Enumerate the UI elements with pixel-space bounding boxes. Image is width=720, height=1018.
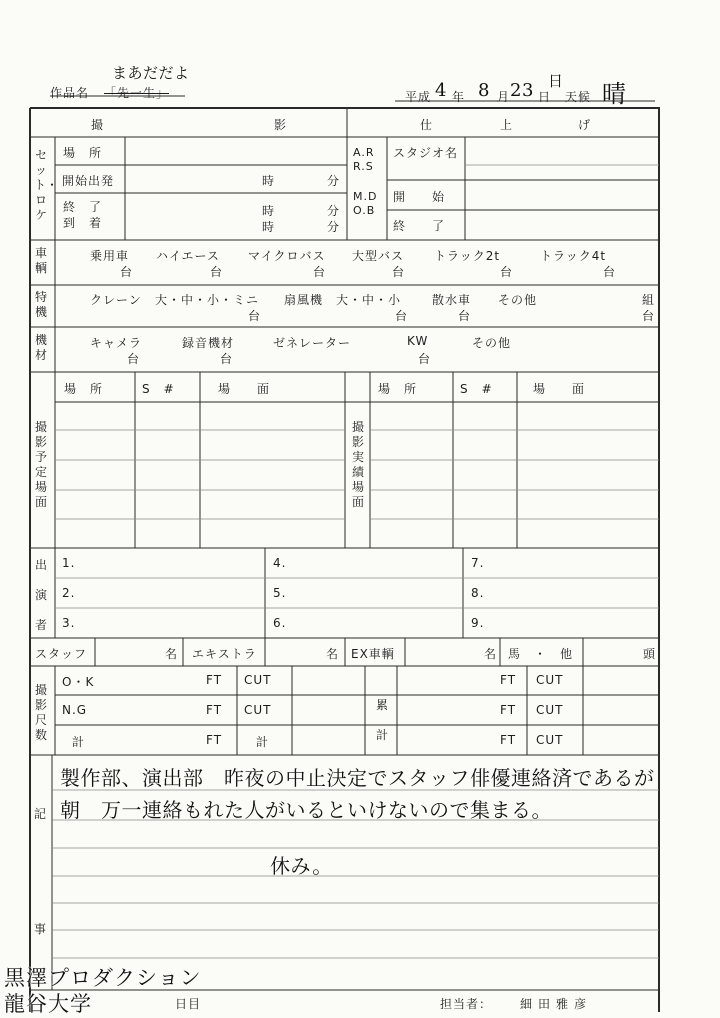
cast-slot-7: 7.: [471, 556, 485, 570]
weekday-value: 日: [548, 72, 564, 90]
cast-side-label-1: 出: [35, 558, 49, 572]
section-shiage-2: 上: [500, 118, 514, 132]
section-shiage-3: げ: [578, 118, 592, 132]
extra-count-unit: 名: [326, 647, 340, 661]
finish-end-label: 終 了: [393, 219, 446, 233]
cumulative-label: 累計: [375, 698, 388, 742]
location-label: 場 所: [63, 146, 103, 160]
vehicle-car-unit: 台: [120, 265, 134, 279]
fan-label: 扇風機: [284, 293, 324, 307]
cast-slot-8: 8.: [471, 586, 485, 600]
planned-col-scene: 場 面: [218, 382, 271, 396]
cast-side-label-3: 者: [35, 618, 49, 632]
ng-cut-unit: CUT: [244, 703, 272, 717]
note-line-2: 朝 万一連絡もれた人がいるといけないので集まる。: [60, 798, 552, 822]
camera-label: キャメラ: [90, 336, 143, 350]
staff-count-unit: 名: [165, 647, 179, 661]
cast-slot-4: 4.: [273, 556, 287, 570]
cast-slot-5: 5.: [273, 586, 287, 600]
weather-label: 天候: [565, 90, 592, 104]
day-value: 23: [510, 80, 534, 101]
sound-unit: 台: [220, 352, 234, 366]
camera-unit: 台: [127, 352, 141, 366]
actual-col-scene: 場 面: [533, 382, 586, 396]
month-unit: 月: [497, 90, 511, 104]
cast-slot-2: 2.: [62, 586, 76, 600]
note-line-1: 製作部、演出部 昨夜の中止決定でスタッフ俳優連絡済であるが: [60, 766, 655, 790]
day-unit: 日: [538, 90, 552, 104]
end-label: 終 了: [63, 200, 103, 214]
equipment-side-label: 機材: [34, 333, 47, 362]
cum-total-ft-unit: FT: [500, 733, 517, 747]
staff-label: スタッフ: [35, 647, 88, 661]
ex-vehicle-unit: 名: [484, 647, 498, 661]
weather-value: 晴: [602, 80, 627, 108]
section-shiage-1: 仕: [420, 118, 434, 132]
planned-col-place: 場 所: [64, 382, 104, 396]
notes-side-label-2: 事: [34, 922, 48, 936]
head-unit: 頭: [643, 647, 656, 661]
cast-slot-9: 9.: [471, 616, 485, 630]
vehicle-hiace-unit: 台: [210, 265, 224, 279]
month-value: 8: [478, 80, 490, 101]
cum-ng-ft-unit: FT: [500, 703, 517, 717]
vehicle-large-bus: 大型バス: [352, 249, 405, 263]
crane-unit: 台: [248, 309, 262, 323]
ng-label: N.G: [62, 703, 88, 717]
cum-ok-ft-unit: FT: [500, 673, 517, 687]
extra-label: エキストラ: [192, 647, 257, 661]
start-hour-unit: 時: [262, 174, 276, 188]
crane-size-options: 大・中・小・ミニ: [155, 293, 260, 307]
vehicle-truck-4t: トラック4t: [540, 249, 607, 263]
vehicle-2t-unit: 台: [500, 265, 514, 279]
actual-scenes-label: 撮影実績場面: [351, 420, 364, 509]
finish-start-label: 開 始: [393, 190, 446, 204]
day-count-unit: 日目: [175, 997, 202, 1011]
watermark-production: 黒澤プロダクション: [4, 966, 202, 990]
equipment-other-label: その他: [472, 336, 512, 350]
fan-size-options: 大・中・小: [336, 293, 402, 307]
year-value: 4: [435, 80, 447, 101]
film-side-label: 撮影尺数: [34, 683, 47, 742]
title-label: 作品名: [50, 86, 90, 100]
kw-unit: 台: [418, 352, 432, 366]
sound-equipment-label: 録音機材: [182, 336, 235, 350]
year-unit: 年: [452, 90, 466, 104]
title-struck: 「先一生」: [104, 86, 170, 100]
horse-other-label: 馬 ・ 他: [508, 647, 574, 661]
ok-cut-unit: CUT: [244, 673, 272, 687]
person-in-charge-label: 担当者：: [440, 997, 493, 1011]
person-in-charge-name: 細田雅彦: [520, 997, 593, 1011]
total-label: 計: [72, 735, 86, 749]
end-hour-unit: 時: [262, 204, 276, 218]
arrival-minute-unit: 分: [327, 220, 341, 234]
kw-label: KW: [407, 334, 429, 348]
vehicle-car: 乗用車: [90, 249, 130, 263]
vehicle-hiace: ハイエース: [156, 249, 220, 263]
cast-side-label-2: 演: [35, 588, 49, 602]
vehicle-microbus: マイクロバス: [248, 249, 326, 263]
actual-col-place: 場 所: [378, 382, 418, 396]
era-label: 平成: [405, 90, 432, 104]
start-minute-unit: 分: [327, 174, 341, 188]
arrival-hour-unit: 時: [262, 220, 276, 234]
section-satsuei-2: 影: [274, 118, 288, 132]
total-cut-unit: 計: [256, 735, 270, 749]
planned-col-s: S #: [142, 382, 175, 396]
end-minute-unit: 分: [327, 204, 341, 218]
start-departure-label: 開始出発: [62, 174, 115, 188]
special-set-unit: 組: [642, 293, 655, 307]
crane-label: クレーン: [90, 293, 142, 307]
vehicle-truck-2t: トラック2t: [434, 249, 501, 263]
studio-name-label: スタジオ名: [393, 146, 459, 160]
cast-slot-3: 3.: [62, 616, 76, 630]
cast-slot-1: 1.: [62, 556, 76, 570]
planned-scenes-label: 撮影予定場面: [34, 420, 47, 509]
title-handwritten: まあだだよ: [112, 64, 190, 82]
arrival-label: 到 着: [63, 216, 103, 230]
note-line-3: 休み。: [270, 854, 333, 878]
water-truck-label: 散水車: [432, 293, 472, 307]
cum-total-cut-unit: CUT: [536, 733, 564, 747]
ex-vehicle-label: EX車輌: [351, 647, 395, 661]
special-other-label: その他: [498, 293, 538, 307]
special-other-unit: 台: [642, 309, 655, 323]
vehicles-side-label: 車輌: [34, 246, 47, 275]
cum-ng-cut-unit: CUT: [536, 703, 564, 717]
cum-ok-cut-unit: CUT: [536, 673, 564, 687]
total-ft-unit: FT: [206, 733, 223, 747]
md-ob-label: M.D O.B: [353, 190, 378, 217]
vehicle-4t-unit: 台: [603, 265, 617, 279]
vehicle-bus-unit: 台: [392, 265, 406, 279]
section-satsuei-1: 撮: [91, 118, 105, 132]
ng-ft-unit: FT: [206, 703, 223, 717]
notes-side-label-1: 記: [34, 807, 48, 821]
watermark-university: 龍谷大学: [4, 992, 92, 1016]
fan-unit: 台: [395, 309, 409, 323]
set-loke-side-label: セット・ロケ: [34, 148, 59, 222]
ok-ft-unit: FT: [206, 673, 223, 687]
special-side-label: 特機: [34, 290, 47, 319]
ar-rs-label: A.R R.S: [353, 146, 375, 173]
ok-label: O・K: [62, 675, 95, 689]
water-truck-unit: 台: [458, 309, 472, 323]
generator-label: ゼネレーター: [273, 336, 352, 350]
cast-slot-6: 6.: [273, 616, 287, 630]
actual-col-s: S #: [460, 382, 493, 396]
vehicle-microbus-unit: 台: [313, 265, 327, 279]
